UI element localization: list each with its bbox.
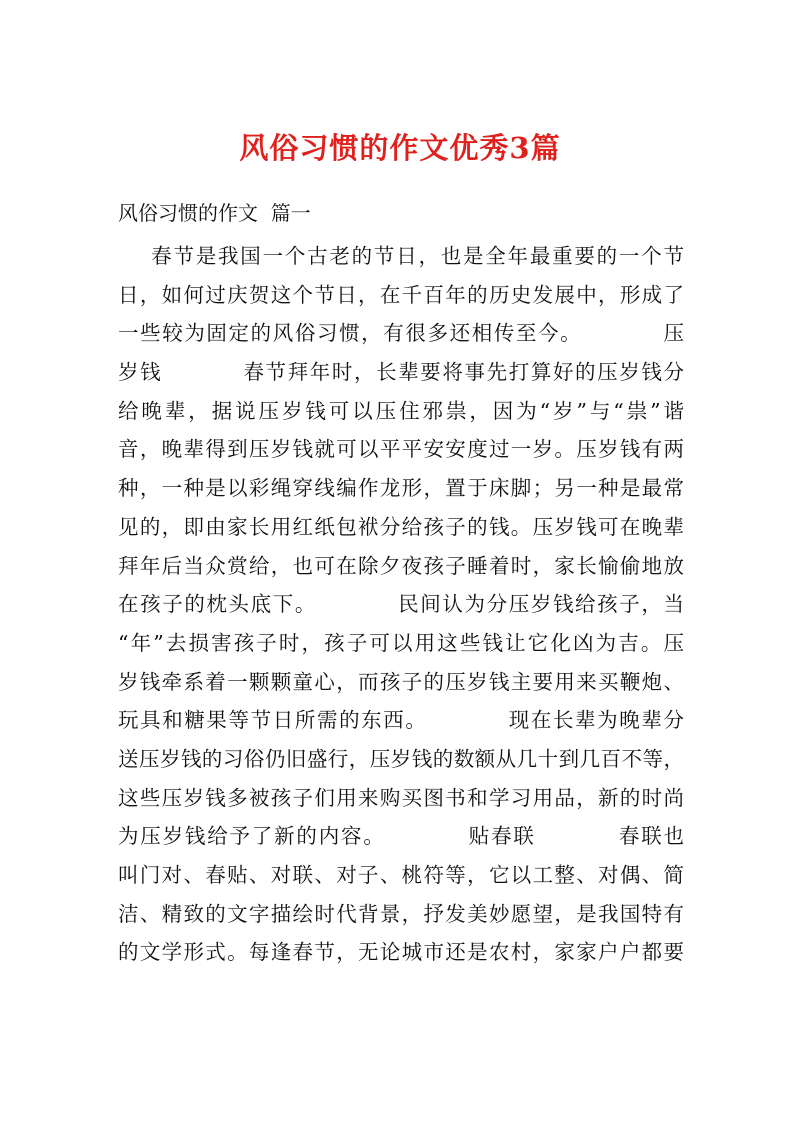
paragraph-line: 给晚辈，据说压岁钱可以压住邪祟，因为“岁”与“祟”谐 xyxy=(118,398,684,423)
paragraph-line: 音，晚辈得到压岁钱就可以平平安安度过一岁。压岁钱有两 xyxy=(118,437,684,462)
paragraph-line: 日，如何过庆贺这个节日，在千百年的历史发展中，形成了 xyxy=(118,282,684,307)
paragraph-line: 拜年后当众赏给，也可在除夕夜孩子睡着时，家长愉偷地放 xyxy=(118,553,684,578)
paragraph-line: 一些较为固定的风俗习惯，有很多还相传至今。 压 xyxy=(118,321,684,346)
paragraph-line: 岁钱牵系着一颗颗童心，而孩子的压岁钱主要用来买鞭炮、 xyxy=(118,669,684,694)
paragraph-line: 见的，即由家长用红纸包袱分给孩子的钱。压岁钱可在晚辈 xyxy=(118,514,684,539)
paragraph-line: 这些压岁钱多被孩子们用来购买图书和学习用品，新的时尚 xyxy=(118,785,684,810)
paragraph-line: 的文学形式。每逢春节，无论城市还是农村，家家户户都要 xyxy=(118,940,684,965)
paragraph-line: 送压岁钱的习俗仍旧盛行，压岁钱的数额从几十到几百不等， xyxy=(118,746,684,771)
paragraph-line: 在孩子的枕头底下。 民间认为分压岁钱给孩子，当 xyxy=(118,592,684,617)
paragraph-line: 种，一种是以彩绳穿线编作龙形，置于床脚；另一种是最常 xyxy=(118,476,684,501)
section-heading: 风俗习惯的作文 篇一 xyxy=(118,201,311,225)
document-body xyxy=(118,237,684,972)
paragraph-line: 岁钱 春节拜年时，长辈要将事先打算好的压岁钱分 xyxy=(118,360,684,385)
document-title: 风俗习惯的作文优秀3篇 xyxy=(239,131,561,165)
paragraph-line: “年”去损害孩子时，孩子可以用这些钱让它化凶为吉。压 xyxy=(118,630,684,655)
paragraph-line: 玩具和糖果等节日所需的东西。 现在长辈为晚辈分 xyxy=(118,708,684,733)
paragraph-line: 叫门对、春贴、对联、对子、桃符等，它以工整、对偶、简 xyxy=(118,863,684,887)
paragraph-line: 洁、精致的文字描绘时代背景，抒发美妙愿望，是我国特有 xyxy=(118,901,684,926)
paragraph-line: 春节是我国一个古老的节日，也是全年最重要的一个节 xyxy=(118,244,684,268)
paragraph-line: 为压岁钱给予了新的内容。 贴春联 春联也 xyxy=(118,824,684,849)
